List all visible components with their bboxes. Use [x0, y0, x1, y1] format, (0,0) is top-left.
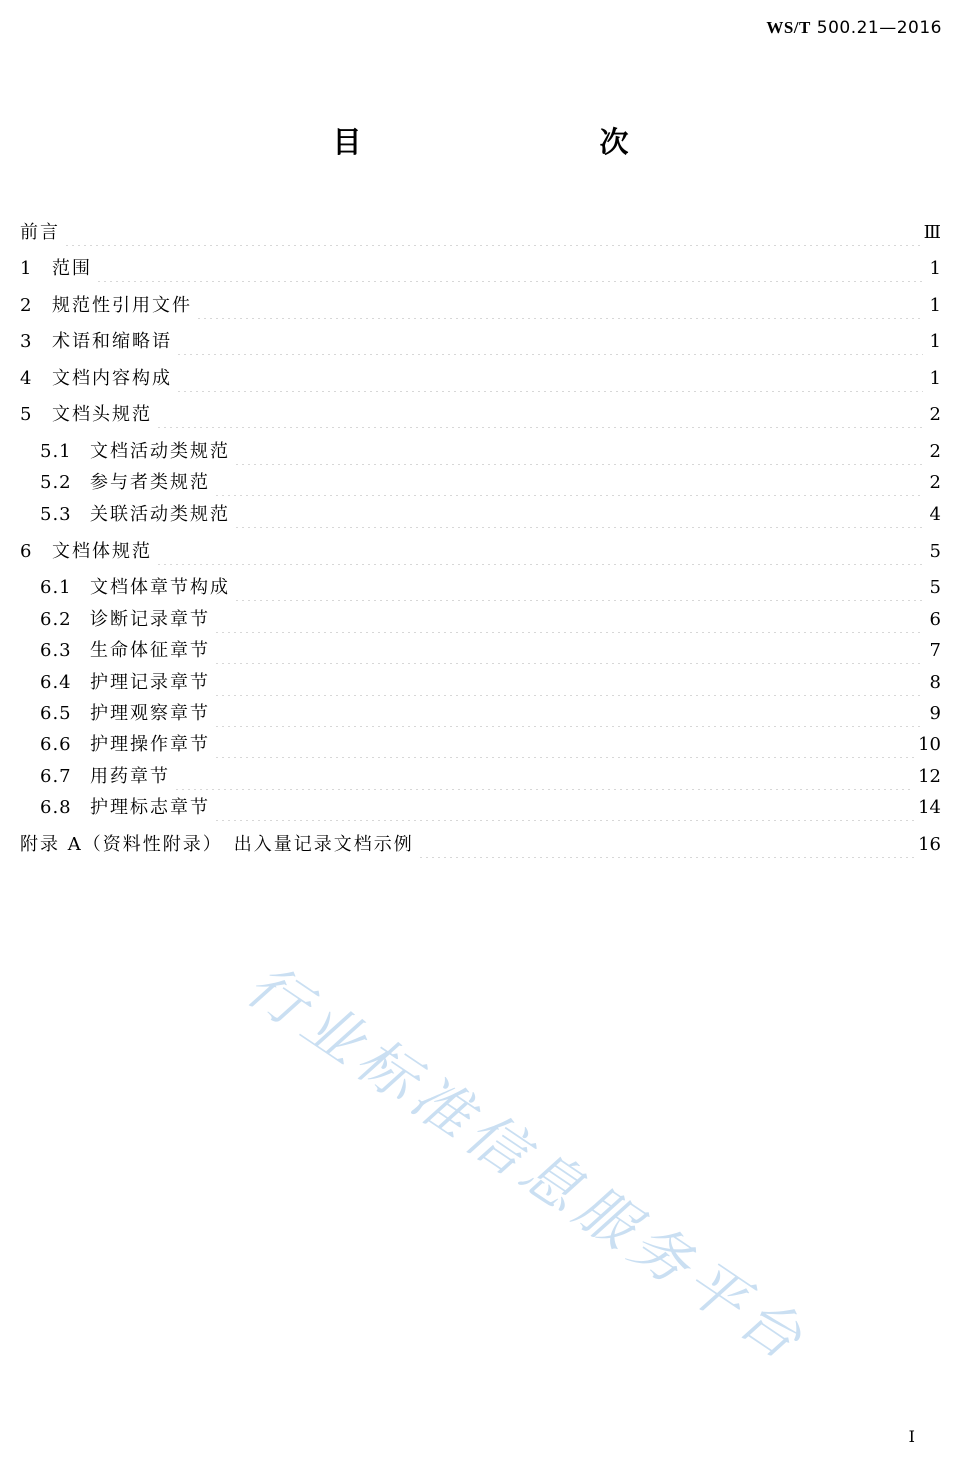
footer-page-number: I — [908, 1427, 915, 1446]
toc-entry-number: 6.3 — [40, 640, 72, 661]
toc-entry-4[interactable] — [20, 366, 941, 392]
toc-entry-page: Ⅲ — [923, 222, 941, 243]
standard-code — [766, 18, 942, 38]
toc-entry-page: 10 — [918, 734, 941, 755]
toc-entry-page: 1 — [929, 295, 941, 316]
toc-entry-6-5[interactable] — [40, 701, 941, 727]
toc-entry-label: 规范性引用文件 — [52, 295, 192, 316]
toc-entry-2[interactable] — [20, 293, 941, 319]
standard-prefix: WS/T — [766, 18, 811, 37]
toc-entry-label: 关联活动类规范 — [90, 504, 230, 525]
toc-entry-label: 护理记录章节 — [90, 672, 210, 693]
toc-entry-3[interactable] — [20, 329, 941, 355]
toc-entry-6-7[interactable] — [40, 764, 941, 790]
dot-leader — [214, 795, 914, 821]
toc-entry-page: 1 — [929, 331, 941, 352]
toc-entry-appendix-a[interactable] — [20, 832, 941, 858]
toc-entry-6-1[interactable] — [40, 575, 941, 601]
dot-leader — [418, 832, 914, 858]
toc-entry-label: 护理标志章节 — [90, 797, 210, 818]
toc-entry-number: 6.6 — [40, 734, 72, 755]
toc-entry-number: 2 — [20, 295, 33, 316]
toc-entry-number: 6.4 — [40, 672, 72, 693]
dot-leader — [214, 732, 914, 758]
dot-leader — [234, 439, 923, 465]
toc-entry-label: 文档头规范 — [52, 404, 152, 425]
toc-entry-1[interactable] — [20, 256, 941, 282]
toc-entry-label: 生命体征章节 — [90, 640, 210, 661]
toc-entry-number: 6.1 — [40, 577, 72, 598]
toc-entry-6-4[interactable] — [40, 670, 941, 696]
toc-entry-page: 16 — [918, 834, 941, 855]
toc-entry-5-1[interactable] — [40, 439, 941, 465]
toc-entry-label: 附录 A（资料性附录） 出入量记录文档示例 — [20, 834, 414, 855]
toc-entry-label: 文档体规范 — [52, 541, 152, 562]
toc-entry-number: 6.5 — [40, 703, 72, 724]
toc-entry-number: 5.1 — [40, 441, 72, 462]
dot-leader — [214, 701, 923, 727]
toc-entry-page: 1 — [929, 258, 941, 279]
toc-entry-page: 9 — [929, 703, 941, 724]
dot-leader — [196, 293, 923, 319]
toc-entry-page: 5 — [929, 577, 941, 598]
standard-number: 500.21—2016 — [816, 18, 942, 38]
toc-entry-page: 2 — [929, 441, 941, 462]
toc-entry-page: 2 — [929, 472, 941, 493]
toc-entry-foreword[interactable] — [20, 220, 941, 246]
toc-entry-6[interactable] — [20, 539, 941, 565]
toc-entry-6-2[interactable] — [40, 607, 941, 633]
dot-leader — [64, 220, 920, 246]
toc-entry-number: 6 — [20, 541, 33, 562]
toc-entry-label: 用药章节 — [90, 766, 170, 787]
toc-entry-label: 参与者类规范 — [90, 472, 210, 493]
toc-entry-label: 护理操作章节 — [90, 734, 210, 755]
toc-entry-page: 1 — [929, 368, 941, 389]
dot-leader — [214, 638, 923, 664]
toc-entry-page: 7 — [929, 640, 941, 661]
toc-entry-number: 6.2 — [40, 609, 72, 630]
dot-leader — [176, 329, 923, 355]
dot-leader — [234, 575, 923, 601]
toc-entry-label: 诊断记录章节 — [90, 609, 210, 630]
dot-leader — [214, 607, 923, 633]
dot-leader — [214, 670, 923, 696]
toc-entry-number: 5 — [20, 404, 33, 425]
toc-entry-5-3[interactable] — [40, 502, 941, 528]
toc-entry-page: 6 — [929, 609, 941, 630]
toc-entry-6-3[interactable] — [40, 638, 941, 664]
toc-entry-page: 12 — [918, 766, 941, 787]
toc-entry-6-6[interactable] — [40, 732, 941, 758]
toc-entry-page: 8 — [929, 672, 941, 693]
toc-entry-page: 14 — [918, 797, 941, 818]
toc-entry-5[interactable] — [20, 402, 941, 428]
toc-entry-page: 5 — [929, 541, 941, 562]
toc-entry-number: 6.7 — [40, 766, 72, 787]
toc-entry-label: 护理观察章节 — [90, 703, 210, 724]
toc-entry-number: 5.2 — [40, 472, 72, 493]
dot-leader — [96, 256, 923, 282]
toc-entry-label: 文档活动类规范 — [90, 441, 230, 462]
dot-leader — [234, 502, 923, 528]
toc-entry-label: 文档体章节构成 — [90, 577, 230, 598]
watermark: 行业标准信息服务平台 — [234, 950, 820, 1377]
toc-entry-5-2[interactable] — [40, 470, 941, 496]
dot-leader — [156, 402, 923, 428]
dot-leader — [176, 366, 923, 392]
toc-entry-label: 术语和缩略语 — [52, 331, 172, 352]
toc-entry-label: 文档内容构成 — [52, 368, 172, 389]
toc-entry-number: 3 — [20, 331, 33, 352]
toc-entry-number: 4 — [20, 368, 33, 389]
dot-leader — [174, 764, 914, 790]
toc-entry-label: 前言 — [20, 222, 60, 243]
toc-entry-6-8[interactable] — [40, 795, 941, 821]
dot-leader — [214, 470, 923, 496]
toc-entry-number: 5.3 — [40, 504, 72, 525]
toc-entry-page: 2 — [929, 404, 941, 425]
page-title: 目 次 — [332, 125, 689, 159]
dot-leader — [156, 539, 923, 565]
toc-entry-number: 1 — [20, 258, 33, 279]
toc-entry-page: 4 — [929, 504, 941, 525]
toc-entry-label: 范围 — [52, 258, 92, 279]
toc-entry-number: 6.8 — [40, 797, 72, 818]
